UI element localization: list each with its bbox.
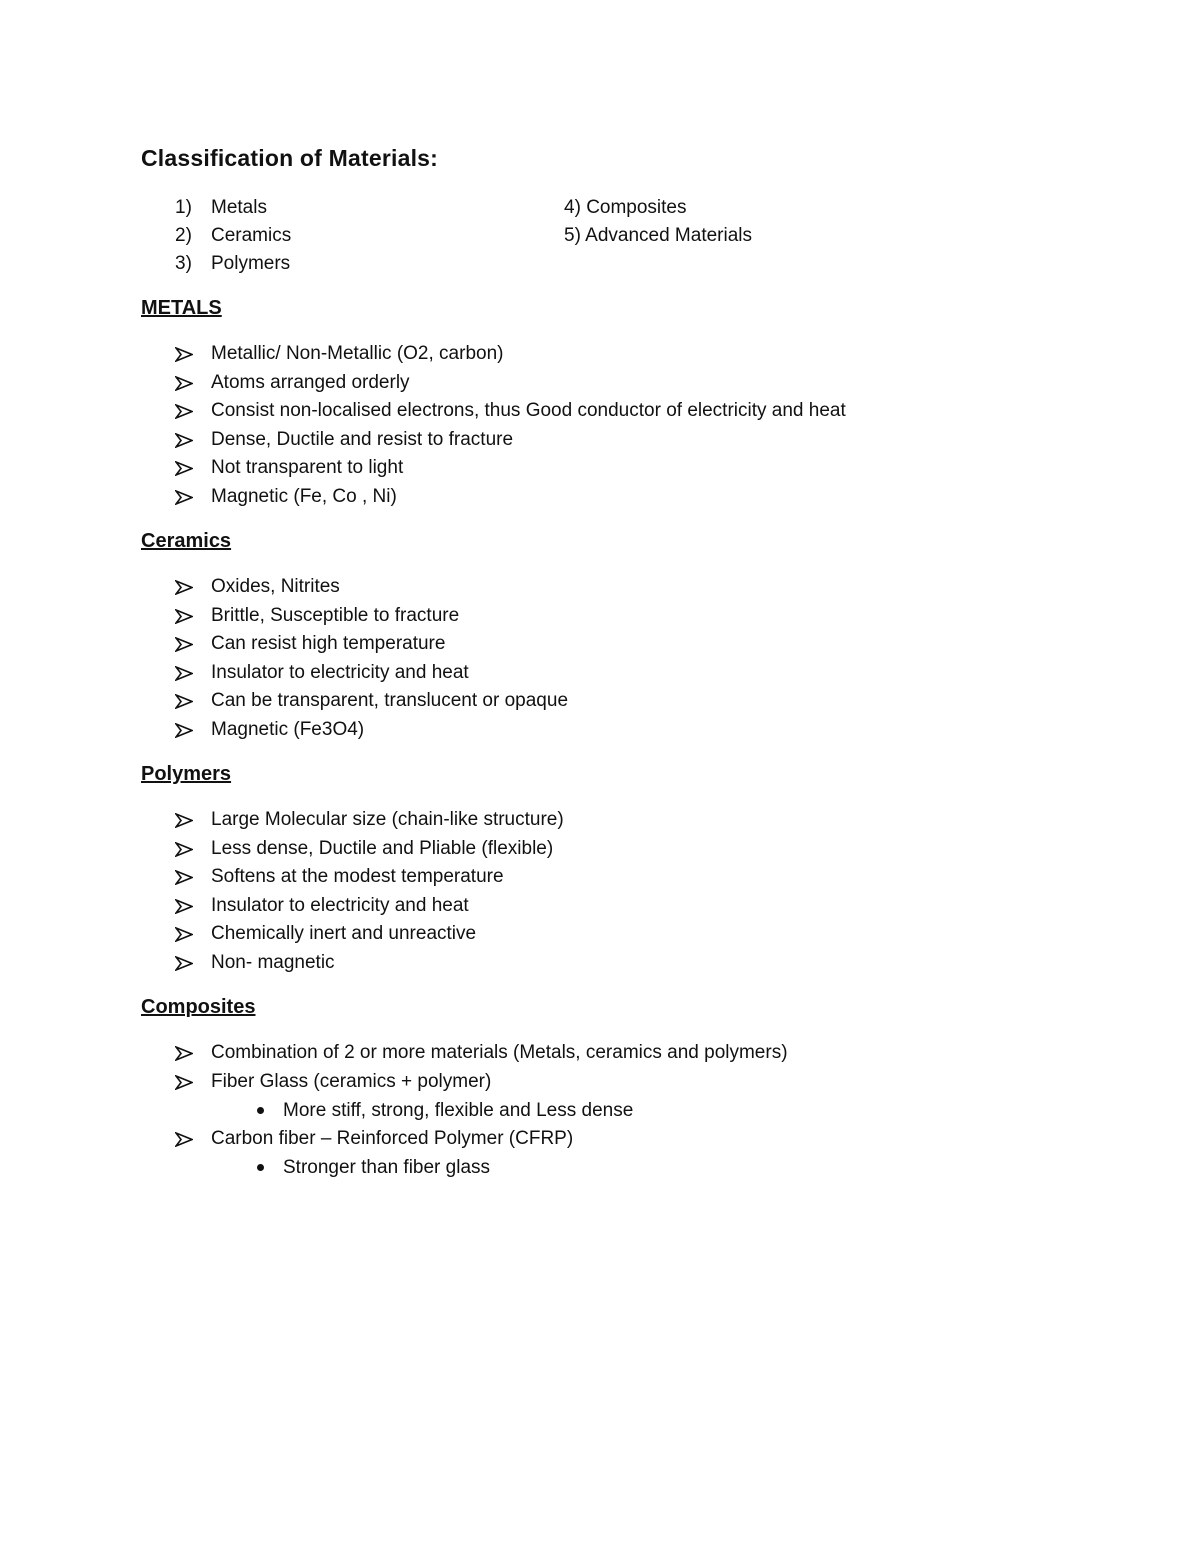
arrow-bullet-icon (175, 347, 193, 362)
list-item: Consist non-localised electrons, thus Good conductor of electricity and heat (175, 397, 846, 426)
class-number: 5) (564, 225, 581, 246)
list-item: Can be transparent, translucent or opaque (175, 687, 568, 716)
arrow-bullet-icon (175, 723, 193, 738)
list-item: Carbon fiber – Reinforced Polymer (CFRP) (175, 1125, 573, 1154)
arrow-bullet-icon (175, 1075, 193, 1090)
arrow-bullet-icon (175, 1132, 193, 1147)
list-item: Fiber Glass (ceramics + polymer) (175, 1068, 788, 1097)
list-item: Magnetic (Fe, Co , Ni) (175, 483, 846, 512)
arrow-bullet-icon (175, 580, 193, 595)
page-title: Classification of Materials: (141, 145, 439, 171)
class-number: 4) (564, 197, 581, 218)
class-label: Metals (211, 197, 267, 218)
class-number: 2) (175, 225, 192, 246)
class-item-advanced-materials (564, 224, 752, 248)
class-item-composites (564, 196, 687, 220)
list-item: Not transparent to light (175, 454, 846, 483)
arrow-bullet-icon (175, 637, 193, 652)
list-item: Magnetic (Fe3O4) (175, 716, 568, 745)
arrow-bullet-icon (175, 609, 193, 624)
list-item: Metallic/ Non-Metallic (O2, carbon) (175, 340, 846, 369)
class-number: 1) (175, 197, 192, 218)
class-item-polymers (175, 252, 290, 276)
list-item: Can resist high temperature (175, 630, 568, 659)
metals-heading: METALS (141, 297, 222, 319)
list-item: Non- magnetic (175, 949, 564, 978)
arrow-bullet-icon (175, 842, 193, 857)
class-number: 3) (175, 253, 192, 274)
class-label: Ceramics (211, 225, 292, 246)
arrow-bullet-icon (175, 376, 193, 391)
dot-bullet-icon (257, 1164, 264, 1171)
composites-list-continued (175, 1125, 573, 1154)
class-label: Advanced Materials (585, 225, 753, 246)
class-label: Polymers (211, 253, 291, 274)
polymers-heading: Polymers (141, 763, 232, 785)
composites-list (175, 1039, 788, 1096)
list-item: Combination of 2 or more materials (Metals, ceramics and polymers) (175, 1039, 788, 1068)
arrow-bullet-icon (175, 927, 193, 942)
list-item: Atoms arranged orderly (175, 369, 846, 398)
polymers-list (175, 806, 564, 978)
metals-list (175, 340, 846, 512)
list-item: Softens at the modest temperature (175, 863, 564, 892)
ceramics-list (175, 573, 568, 745)
arrow-bullet-icon (175, 666, 193, 681)
list-item: Brittle, Susceptible to fracture (175, 602, 568, 631)
class-item-ceramics (175, 224, 291, 248)
arrow-bullet-icon (175, 899, 193, 914)
class-item-metals (175, 196, 267, 220)
arrow-bullet-icon (175, 433, 193, 448)
composites-heading: Composites (141, 996, 256, 1018)
arrow-bullet-icon (175, 870, 193, 885)
list-item: Insulator to electricity and heat (175, 892, 564, 921)
sub-list-item: More stiff, strong, flexible and Less dense (283, 1099, 633, 1123)
arrow-bullet-icon (175, 404, 193, 419)
list-item: Oxides, Nitrites (175, 573, 568, 602)
arrow-bullet-icon (175, 813, 193, 828)
list-item: Dense, Ductile and resist to fracture (175, 426, 846, 455)
list-item: Chemically inert and unreactive (175, 920, 564, 949)
arrow-bullet-icon (175, 461, 193, 476)
ceramics-heading: Ceramics (141, 530, 232, 552)
list-item: Less dense, Ductile and Pliable (flexible) (175, 835, 564, 864)
dot-bullet-icon (257, 1107, 264, 1114)
list-item: Large Molecular size (chain-like structure) (175, 806, 564, 835)
arrow-bullet-icon (175, 694, 193, 709)
arrow-bullet-icon (175, 490, 193, 505)
sub-list-item: Stronger than fiber glass (283, 1156, 490, 1180)
arrow-bullet-icon (175, 956, 193, 971)
arrow-bullet-icon (175, 1046, 193, 1061)
class-label: Composites (586, 197, 687, 218)
list-item: Insulator to electricity and heat (175, 659, 568, 688)
